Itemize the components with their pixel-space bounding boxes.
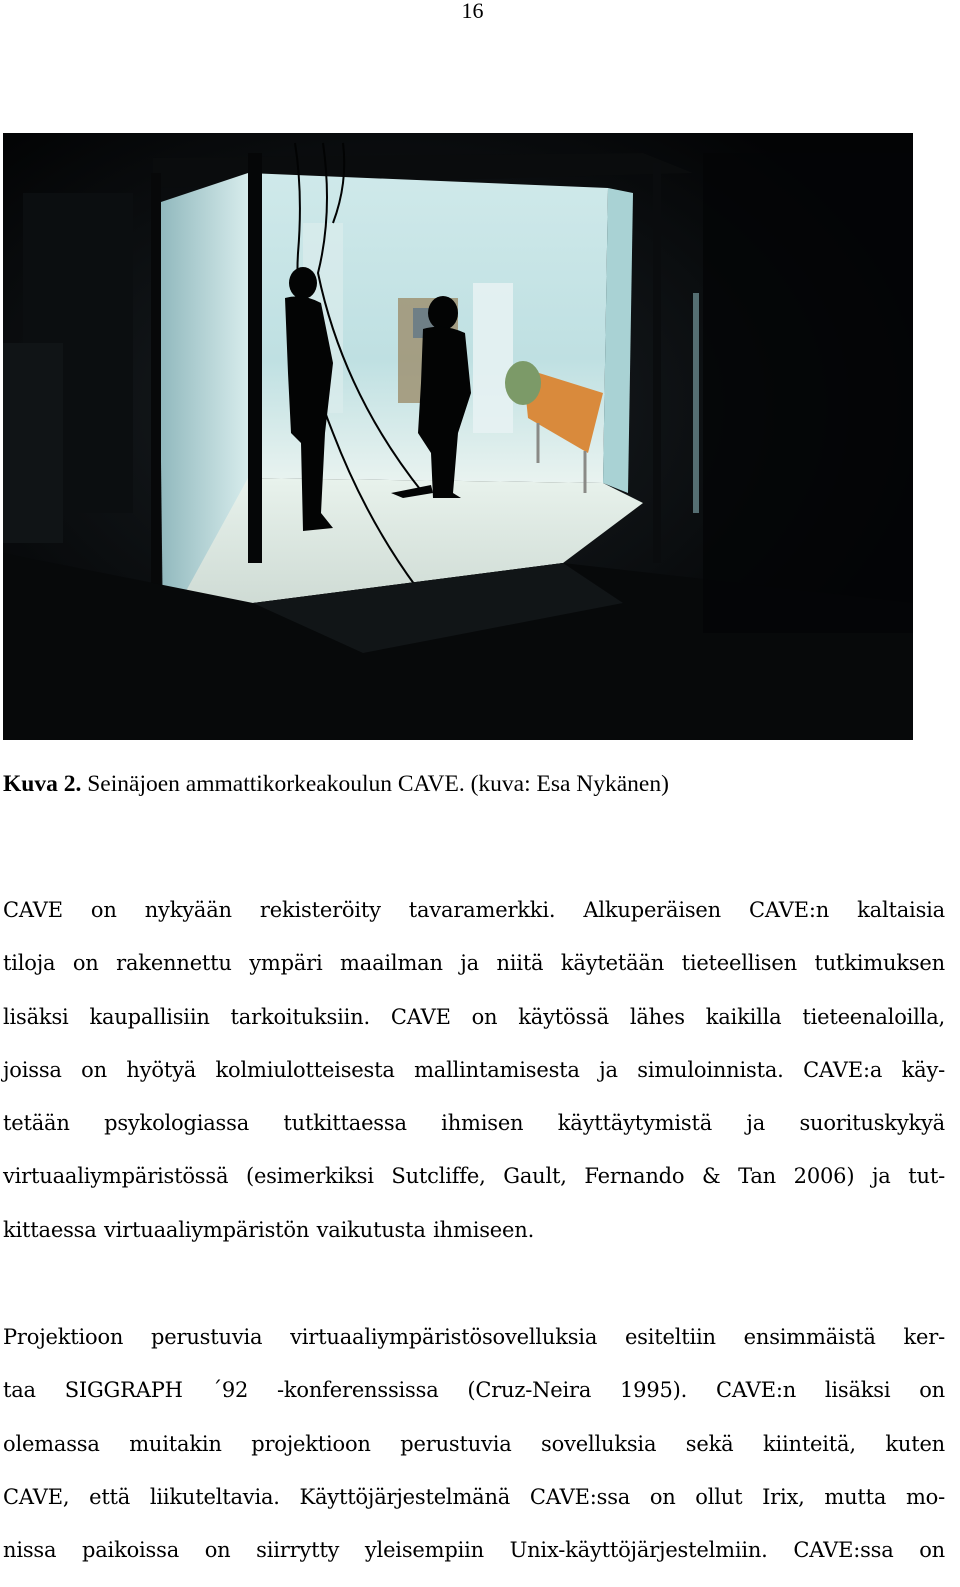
paragraph-line: tetään psykologiassa tutkittaessa ihmisen käyttäytymistä ja suorituskykyä: [3, 1111, 945, 1136]
paragraph-line: kittaessa virtuaaliympäristön vaikutusta ihmiseen.: [3, 1217, 535, 1242]
paragraph-line: joissa on hyötyä kolmiulotteisesta mallintamisesta ja simuloinnista. CAVE:a käy-: [3, 1057, 945, 1082]
paragraph-line: tiloja on rakennettu ympäri maailman ja niitä käytetään tieteellisen tutkimuksen: [3, 951, 945, 976]
caption-text: Seinäjoen ammattikorkeakoulun CAVE. (kuva: Esa Nykänen): [81, 771, 669, 797]
paragraph-line: Projektioon perustuvia virtuaaliympäristösovelluksia esiteltiin ensimmäistä ker-: [3, 1325, 945, 1349]
paragraph-line: taa SIGGRAPH ´92 -konferenssissa (Cruz-Neira 1995). CAVE:n lisäksi on: [3, 1378, 945, 1403]
paragraph-line: CAVE on nykyään rekisteröity tavaramerkki. Alkuperäisen CAVE:n kaltaisia: [3, 898, 945, 922]
paragraph-line: lisäksi kaupallisiin tarkoituksiin. CAVE on käytössä lähes kaikilla tieteenaloilla,: [3, 1004, 945, 1029]
paragraph-line: nissa paikoissa on siirrytty yleisempiin Unix-käyttöjärjestelmiin. CAVE:ssa on: [3, 1538, 945, 1563]
caption-label: Kuva 2.: [3, 771, 82, 797]
figure-caption: [3, 771, 669, 798]
paragraph-1: [3, 884, 945, 1257]
paragraph-line: olemassa muitakin projektioon perustuvia sovelluksia sekä kiinteitä, kuten: [3, 1431, 945, 1456]
paragraph-2: [3, 1311, 945, 1577]
page-number: 16: [461, 0, 484, 23]
paragraph-line: virtuaaliympäristössä (esimerkiksi Sutcliffe, Gault, Fernando & Tan 2006) ja tut-: [3, 1164, 945, 1189]
cave-photo: [3, 133, 913, 740]
cave-photo-illustration: [3, 133, 913, 740]
paragraph-line: CAVE, että liikuteltavia. Käyttöjärjestelmänä CAVE:ssa on ollut Irix, mutta mo-: [3, 1484, 945, 1509]
